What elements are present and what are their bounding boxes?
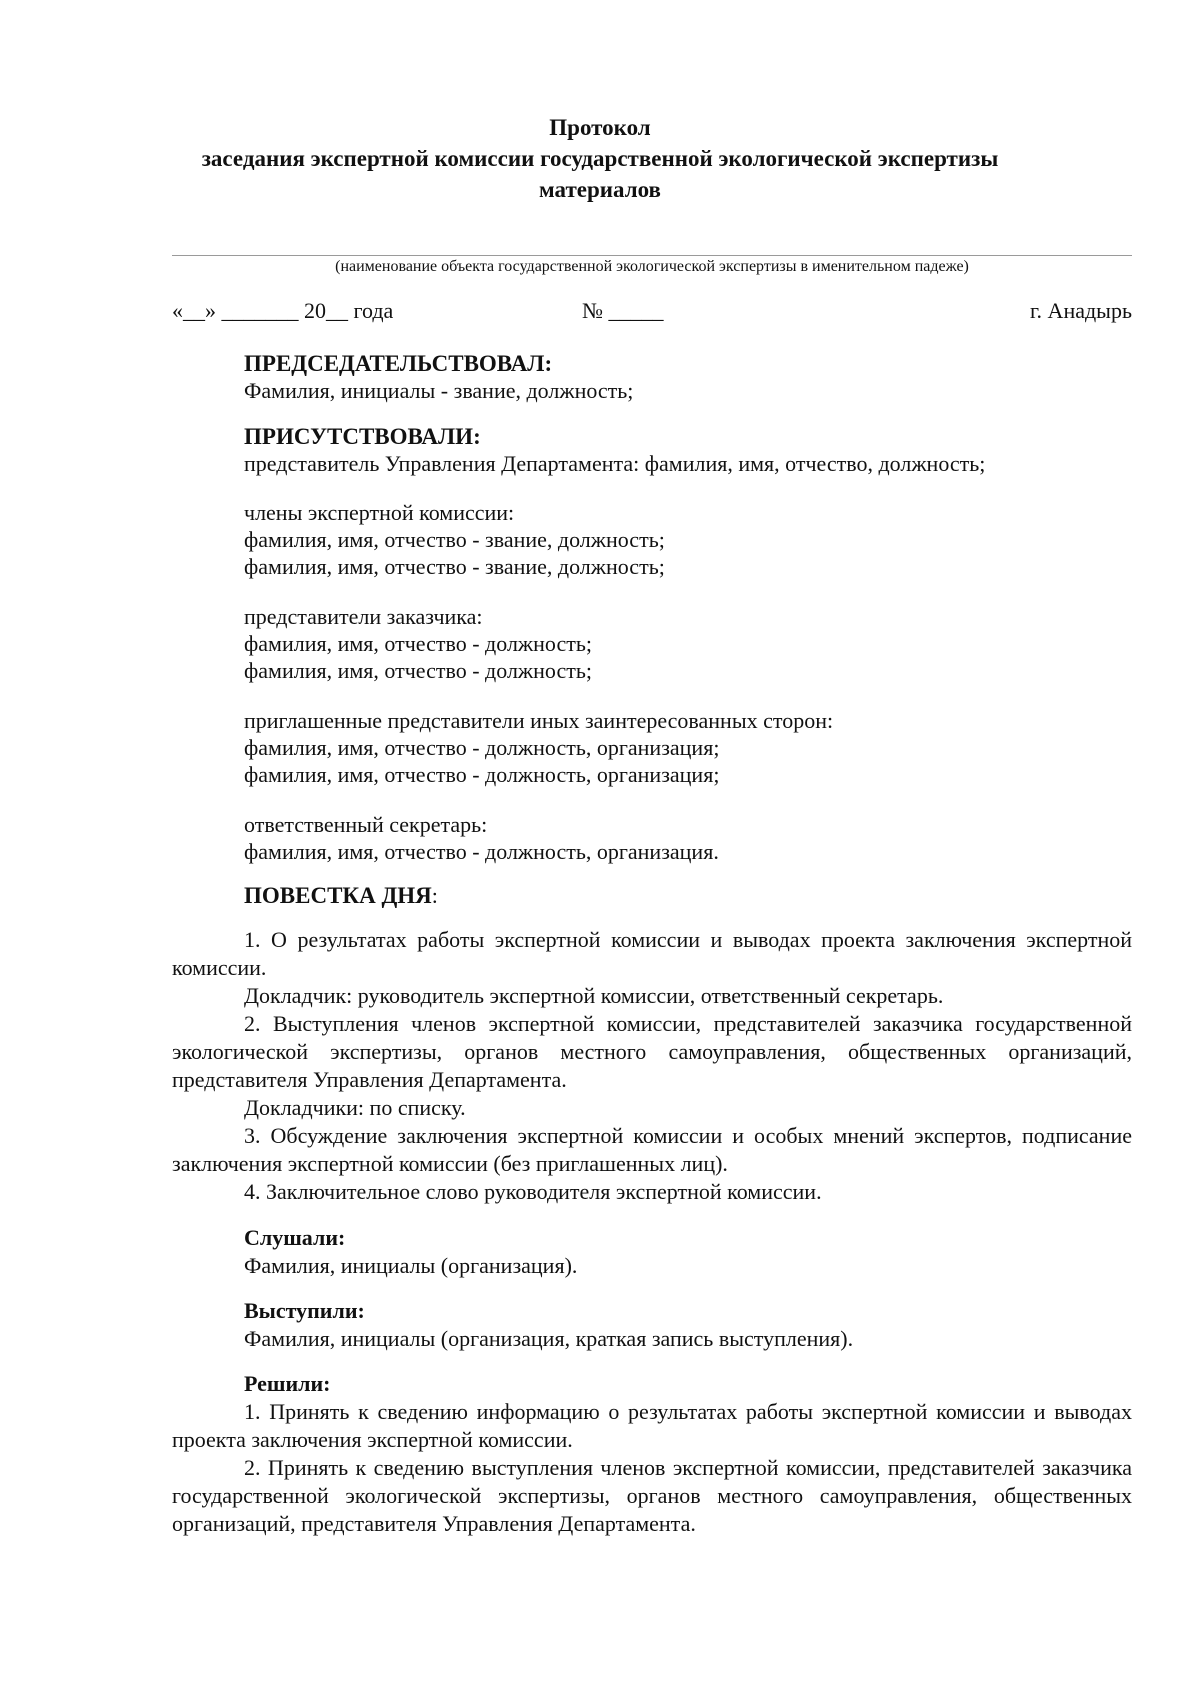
spoke-heading: Выступили: — [244, 1298, 365, 1323]
heard-text: Фамилия, инициалы (организация). — [244, 1253, 578, 1278]
city-name: г. Анадырь — [1030, 298, 1132, 323]
spoke-section — [244, 1297, 1132, 1353]
chaired-section — [244, 350, 1132, 404]
decided-list — [172, 1398, 1132, 1538]
agenda-heading-colon: : — [431, 883, 438, 908]
customer-rep-1: фамилия, имя, отчество - должность; — [244, 631, 592, 656]
heard-section — [244, 1224, 1132, 1280]
document-title — [0, 112, 1200, 205]
protocol-number-field: № _____ — [582, 298, 664, 323]
commission-label: члены экспертной комиссии: — [244, 500, 515, 525]
present-heading: ПРИСУТСТВОВАЛИ: — [244, 424, 481, 449]
date-field: «__» _______ 20__ года — [172, 298, 394, 323]
secretary-group — [244, 811, 1132, 865]
title-line-3: материалов — [539, 177, 661, 202]
invited-rep-1: фамилия, имя, отчество - должность, организация; — [244, 735, 720, 760]
present-department-rep: представитель Управления Департамента: фамилия, имя, отчество, должность; — [244, 451, 986, 476]
customer-label: представители заказчика: — [244, 604, 483, 629]
title-line-1: Протокол — [549, 115, 651, 140]
heard-heading: Слушали: — [244, 1225, 346, 1250]
agenda-item-1-speaker: Докладчик: руководитель экспертной комиссии, ответственный секретарь. — [244, 983, 944, 1008]
customer-rep-2: фамилия, имя, отчество - должность; — [244, 658, 592, 683]
present-section — [244, 423, 1132, 477]
chaired-heading: ПРЕДСЕДАТЕЛЬСТВОВАЛ: — [244, 351, 553, 376]
decided-item-2: 2. Принять к сведению выступления членов экспертной комиссии, представителей заказчика государственной экологической экспертизы, органов местного самоуправления, общественных организаций, представителя Управления Департамента. — [172, 1455, 1132, 1536]
agenda-item-4: 4. Заключительное слово руководителя экспертной комиссии. — [244, 1179, 822, 1204]
title-line-2: заседания экспертной комиссии государственной экологической экспертизы — [201, 146, 999, 171]
decided-heading-row — [244, 1370, 1132, 1398]
agenda-item-3: 3. Обсуждение заключения экспертной комиссии и особых мнений экспертов, подписание заключения экспертной комиссии (без приглашенных лиц). — [172, 1123, 1132, 1176]
decided-item-1: 1. Принять к сведению информацию о результатах работы экспертной комиссии и выводах проекта заключения экспертной комиссии. — [172, 1399, 1132, 1452]
invited-reps-group — [244, 707, 1132, 788]
commission-member-1: фамилия, имя, отчество - звание, должность; — [244, 527, 665, 552]
invited-rep-2: фамилия, имя, отчество - должность, организация; — [244, 762, 720, 787]
customer-reps-group — [244, 603, 1132, 684]
secretary-label: ответственный секретарь: — [244, 812, 488, 837]
date-number-city-line — [172, 296, 1132, 326]
invited-label: приглашенные представители иных заинтересованных сторон: — [244, 708, 834, 733]
agenda-heading-row — [244, 882, 1132, 909]
agenda-heading: ПОВЕСТКА ДНЯ — [244, 883, 432, 908]
decided-heading: Решили: — [244, 1371, 331, 1396]
secretary-1: фамилия, имя, отчество - должность, организация. — [244, 839, 719, 864]
agenda-item-1: 1. О результатах работы экспертной комиссии и выводах проекта заключения экспертной комиссии. — [172, 927, 1132, 980]
commission-member-2: фамилия, имя, отчество - звание, должность; — [244, 554, 665, 579]
chaired-text: Фамилия, инициалы - звание, должность; — [244, 378, 634, 403]
agenda-list — [172, 926, 1132, 1206]
spoke-text: Фамилия, инициалы (организация, краткая запись выступления). — [244, 1326, 854, 1351]
commission-members-group — [244, 499, 1132, 580]
agenda-item-2-speaker: Докладчики: по списку. — [244, 1095, 466, 1120]
agenda-item-2: 2. Выступления членов экспертной комиссии, представителей заказчика государственной экологической экспертизы, органов местного самоуправления, общественных организаций, представителя Управления Департамента. — [172, 1011, 1132, 1092]
object-name-caption: (наименование объекта государственной экологической экспертизы в именительном падеже) — [335, 258, 969, 275]
